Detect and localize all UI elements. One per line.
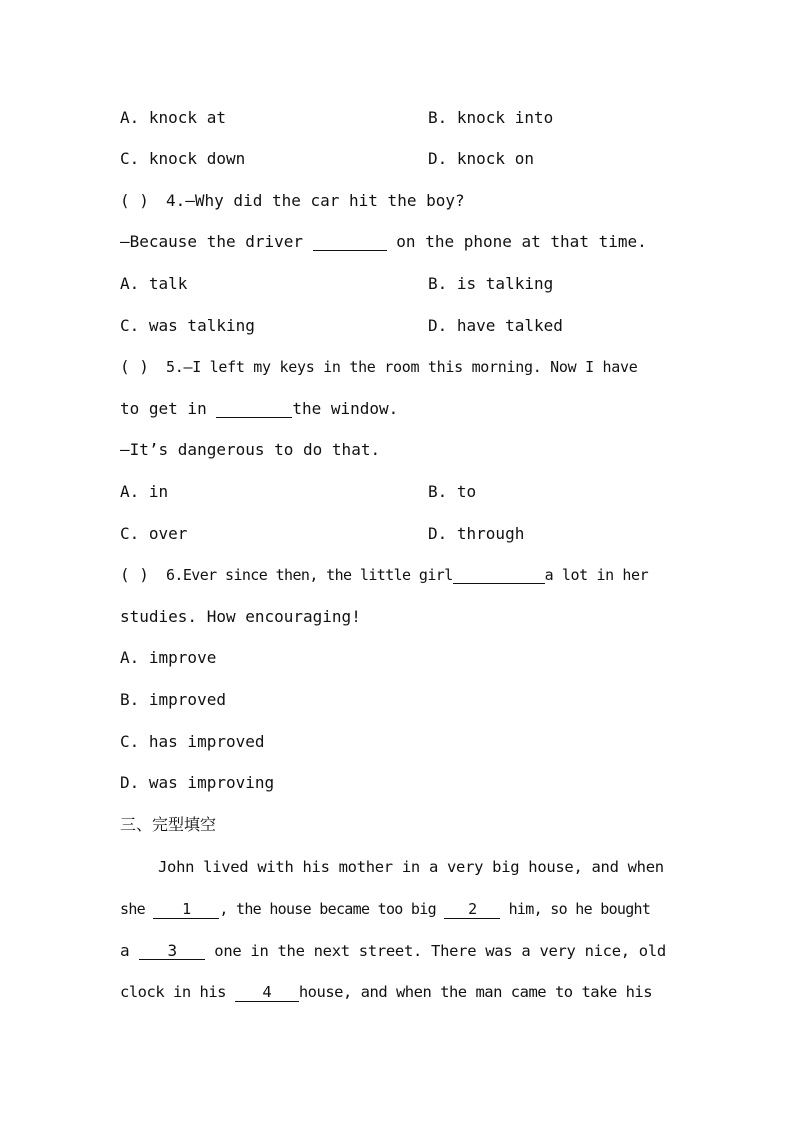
q4-stem [120,191,676,211]
q4-text-before: —Because the driver [120,232,313,251]
q4-text-after: on the phone at that time. [386,232,647,251]
q5-option-d: D. through [428,524,525,543]
q5-text-before: to get in [120,399,217,418]
cloze-blank-1[interactable]: 1 [153,901,219,919]
q5-line2 [120,399,676,419]
q6-stem [120,565,676,585]
answer-paren[interactable]: ( ) [120,565,149,584]
passage-text: house, and when the man came to take his [298,983,653,1001]
passage-text: she [120,900,154,918]
q3-option-d: D. knock on [428,149,534,168]
q6-text-after: a lot in her [544,566,649,584]
passage-line-2 [120,899,676,919]
q4-option-d: D. have talked [428,316,563,335]
q5-blank[interactable] [216,400,292,418]
q3-options-row1 [120,108,676,128]
answer-paren[interactable]: ( ) [120,191,149,210]
q6-option-c: C. has improved [120,732,265,751]
q3-option-c: C. knock down [120,149,246,168]
q6-text-before: 6.Ever since then, the little girl [166,566,453,584]
q4-options-row2 [120,316,676,336]
q3-option-b: B. knock into [428,108,554,127]
q5-option-c: C. over [120,524,188,543]
passage-text: John lived with his mother in a very big house, and when [158,858,664,876]
q3-option-a: A. knock at [120,108,226,127]
cloze-blank-4[interactable]: 4 [235,984,299,1002]
q6-option-a: A. improve [120,648,217,667]
q4-option-a: A. talk [120,274,188,293]
q4-option-c: C. was talking [120,316,255,335]
q5-option-a: A. in [120,482,169,501]
q5-line3: —It’s dangerous to do that. [120,440,381,459]
q5-question: 5.—I left my keys in the room this morning. Now I have [166,358,638,376]
section-title: 三、完型填空 [120,815,217,834]
q5-text-after: the window. [292,399,399,418]
q4-options-row1 [120,274,676,294]
passage-line-1 [158,857,676,877]
passage-text: one in the next street. There was a very nice, old [205,942,666,960]
q5-option-b: B. to [428,482,477,501]
q6-blank[interactable] [453,566,545,584]
q4-blank[interactable] [313,233,387,251]
q4-line2 [120,232,676,252]
passage-line-4 [120,982,676,1002]
q5-stem [120,357,676,377]
passage-text: , the house became too big [219,900,445,918]
q5-options-row2 [120,524,676,544]
q4-option-b: B. is talking [428,274,554,293]
answer-paren[interactable]: ( ) [120,357,149,376]
q3-options-row2 [120,149,676,169]
q4-question: 4.—Why did the car hit the boy? [166,191,465,210]
passage-line-3 [120,941,676,961]
cloze-blank-2[interactable]: 2 [444,901,500,919]
q6-option-b: B. improved [120,690,226,709]
q6-line2: studies. How encouraging! [120,607,361,626]
passage-text: him, so he bought [500,900,651,918]
cloze-blank-3[interactable]: 3 [139,942,205,960]
q6-option-d: D. was improving [120,773,275,792]
passage-text: a [120,941,140,960]
passage-text: clock in his [120,983,235,1001]
q5-options-row1 [120,482,676,502]
